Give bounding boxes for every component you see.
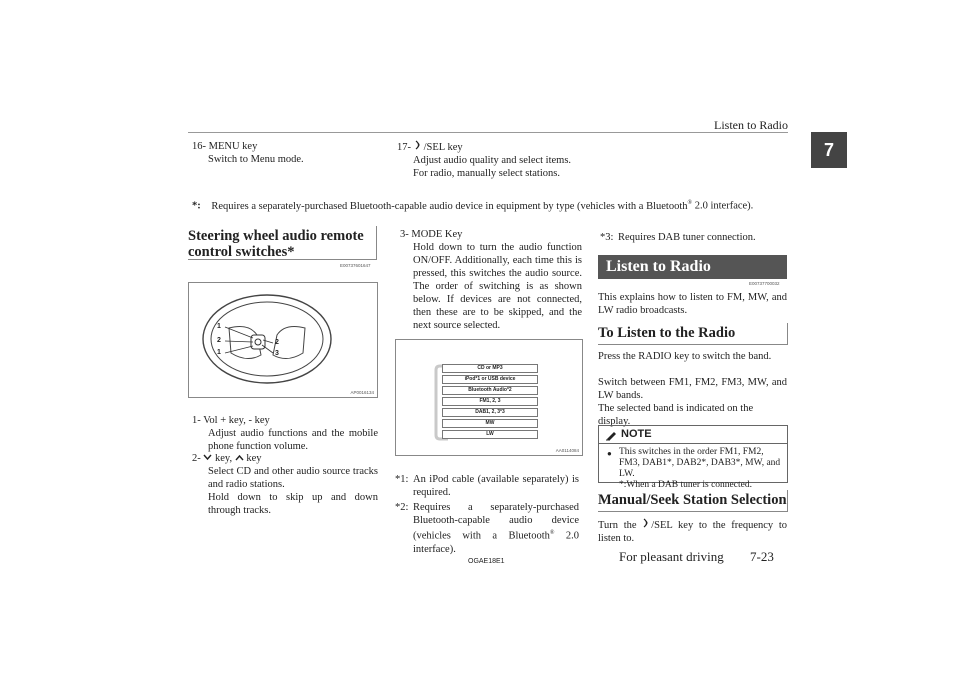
note-text: This switches in the order FM1, FM2, FM3, DAB1*, DAB2*, DAB3*, MW, and LW. — [619, 447, 781, 479]
running-header: Listen to Radio — [714, 118, 788, 132]
mode-item: FM1, 2, 3 — [442, 397, 538, 406]
item-16 — [192, 140, 382, 166]
mode-item: CD or MP3 — [442, 364, 538, 373]
figure-code: AA0114084 — [555, 448, 579, 453]
item-title: MENU key — [208, 141, 258, 152]
bullet-icon: ● — [607, 449, 612, 458]
footnote-text: Requires DAB tuner connection. — [618, 232, 756, 243]
section-heading-box — [188, 226, 377, 260]
footnote-text-end: 2.0 interface). — [692, 200, 754, 212]
mode-item: MW — [442, 419, 538, 428]
chevron-up-icon — [235, 453, 244, 464]
steering-wheel-figure — [188, 282, 378, 398]
figure-label: 2 — [275, 339, 279, 346]
mode-order-figure — [395, 339, 583, 456]
figure-label: 3 — [275, 350, 279, 357]
item-number: 1- — [192, 415, 201, 426]
section-banner: Listen to Radio — [598, 255, 787, 279]
footnote-text-end: 2.0 interface). — [413, 530, 579, 555]
footnote-text: Requires a separately-purchased Bluetooth-capable audio device in equipment by type (vehicles with a Bluetooth — [211, 200, 688, 212]
item-desc: Select CD and other audio source tracks and radio stations. — [208, 466, 378, 490]
subheading-box — [598, 323, 788, 345]
page-number: 7-23 — [750, 549, 774, 564]
item-number: 16- — [192, 141, 206, 152]
mode-item: Bluetooth Audio*2 — [442, 386, 538, 395]
item-desc: Adjust audio functions and the mobile phone function volume. — [208, 428, 378, 452]
paragraph-end: /SEL key to the frequency to listen to. — [598, 520, 787, 544]
section-heading: Steering wheel audio remote control switches* — [188, 228, 364, 260]
subheading-box — [598, 490, 788, 512]
sound-key-icon — [414, 140, 424, 154]
footer-section: For pleasant driving — [619, 549, 724, 564]
sound-key-icon — [642, 520, 651, 531]
item-number: 17- — [397, 142, 411, 153]
figure-label: 1 — [217, 323, 221, 330]
registered-mark: ® — [549, 530, 555, 536]
paragraph: The selected band is indicated on the display. — [598, 403, 754, 427]
footnote-1 — [395, 473, 581, 499]
section-code: E00737601647 — [340, 263, 371, 268]
subheading: Manual/Seek Station Selection — [598, 492, 787, 508]
footnote-mark: *1: — [395, 474, 409, 485]
mode-item: DAB1, 2, 3*3 — [442, 408, 538, 417]
footnote-mark: *3: — [600, 232, 614, 243]
mode-item: iPod*1 or USB device — [442, 375, 538, 384]
figure-label: 1 — [217, 349, 221, 356]
doc-code: OGAE18E1 — [468, 558, 505, 565]
note-subtext: *:When a DAB tuner is connected. — [619, 480, 752, 490]
item-title: Vol + key, - key — [203, 415, 270, 426]
item-2: 2- key, key Select CD and other audio source tracks and radio stations. Hold down to skip up and down through tracks. — [192, 453, 378, 516]
item-desc: For radio, manually select stations. — [413, 168, 560, 179]
note-body — [607, 447, 783, 491]
header-rule — [188, 132, 788, 133]
item-title: /SEL key — [423, 142, 463, 153]
footnote-3 — [600, 231, 786, 244]
item-desc: Switch to Menu mode. — [208, 154, 304, 165]
footnote-mark: *2: — [395, 502, 409, 513]
item-desc: Hold down to skip up and down through tracks. — [208, 492, 378, 516]
section-code: E00737700032 — [749, 281, 780, 286]
chevron-down-icon — [203, 453, 212, 464]
item-number: 2- — [192, 453, 201, 464]
figure-label: 2 — [217, 337, 221, 344]
item-title: MODE Key — [411, 229, 463, 240]
paragraph: Switch between FM1, FM2, FM3, MW, and LW bands. — [598, 377, 787, 401]
mode-item: LW — [442, 430, 538, 439]
intro-paragraph: This explains how to listen to FM, MW, and LW radio broadcasts. — [598, 292, 787, 316]
top-footnote — [192, 197, 782, 213]
footnote-mark: *: — [192, 200, 201, 212]
footnote-2 — [395, 501, 581, 556]
paragraph: Press the RADIO key to switch the band. — [598, 351, 772, 362]
footnote-text: Requires a separately-purchased Bluetooth-capable audio device (vehicles with a Bluetooth — [413, 502, 579, 542]
note-header — [599, 426, 787, 444]
paragraph-start: Turn the — [598, 520, 637, 531]
note-icon — [605, 428, 619, 446]
item-1 — [192, 414, 378, 453]
chapter-tab: 7 — [811, 132, 847, 168]
note-box — [598, 425, 788, 490]
registered-mark: ® — [687, 200, 693, 206]
item-number: 3- — [400, 229, 409, 240]
item-3 — [400, 228, 582, 332]
paragraph — [598, 518, 787, 545]
footnote-text: An iPod cable (available separately) is required. — [413, 474, 579, 498]
item-desc: Adjust audio quality and select items. — [413, 155, 572, 166]
note-label: NOTE — [621, 428, 652, 440]
subheading: To Listen to the Radio — [598, 325, 736, 341]
item-17 — [397, 140, 617, 180]
item-desc: Hold down to turn the audio function ON/OFF. Additionally, each time this is pressed, this switches the audio source. The order of switching is as shown below. If devices are not connected, then these are to be skipped, and the next source selected. — [413, 242, 582, 331]
figure-code: AP0016134 — [350, 390, 374, 395]
